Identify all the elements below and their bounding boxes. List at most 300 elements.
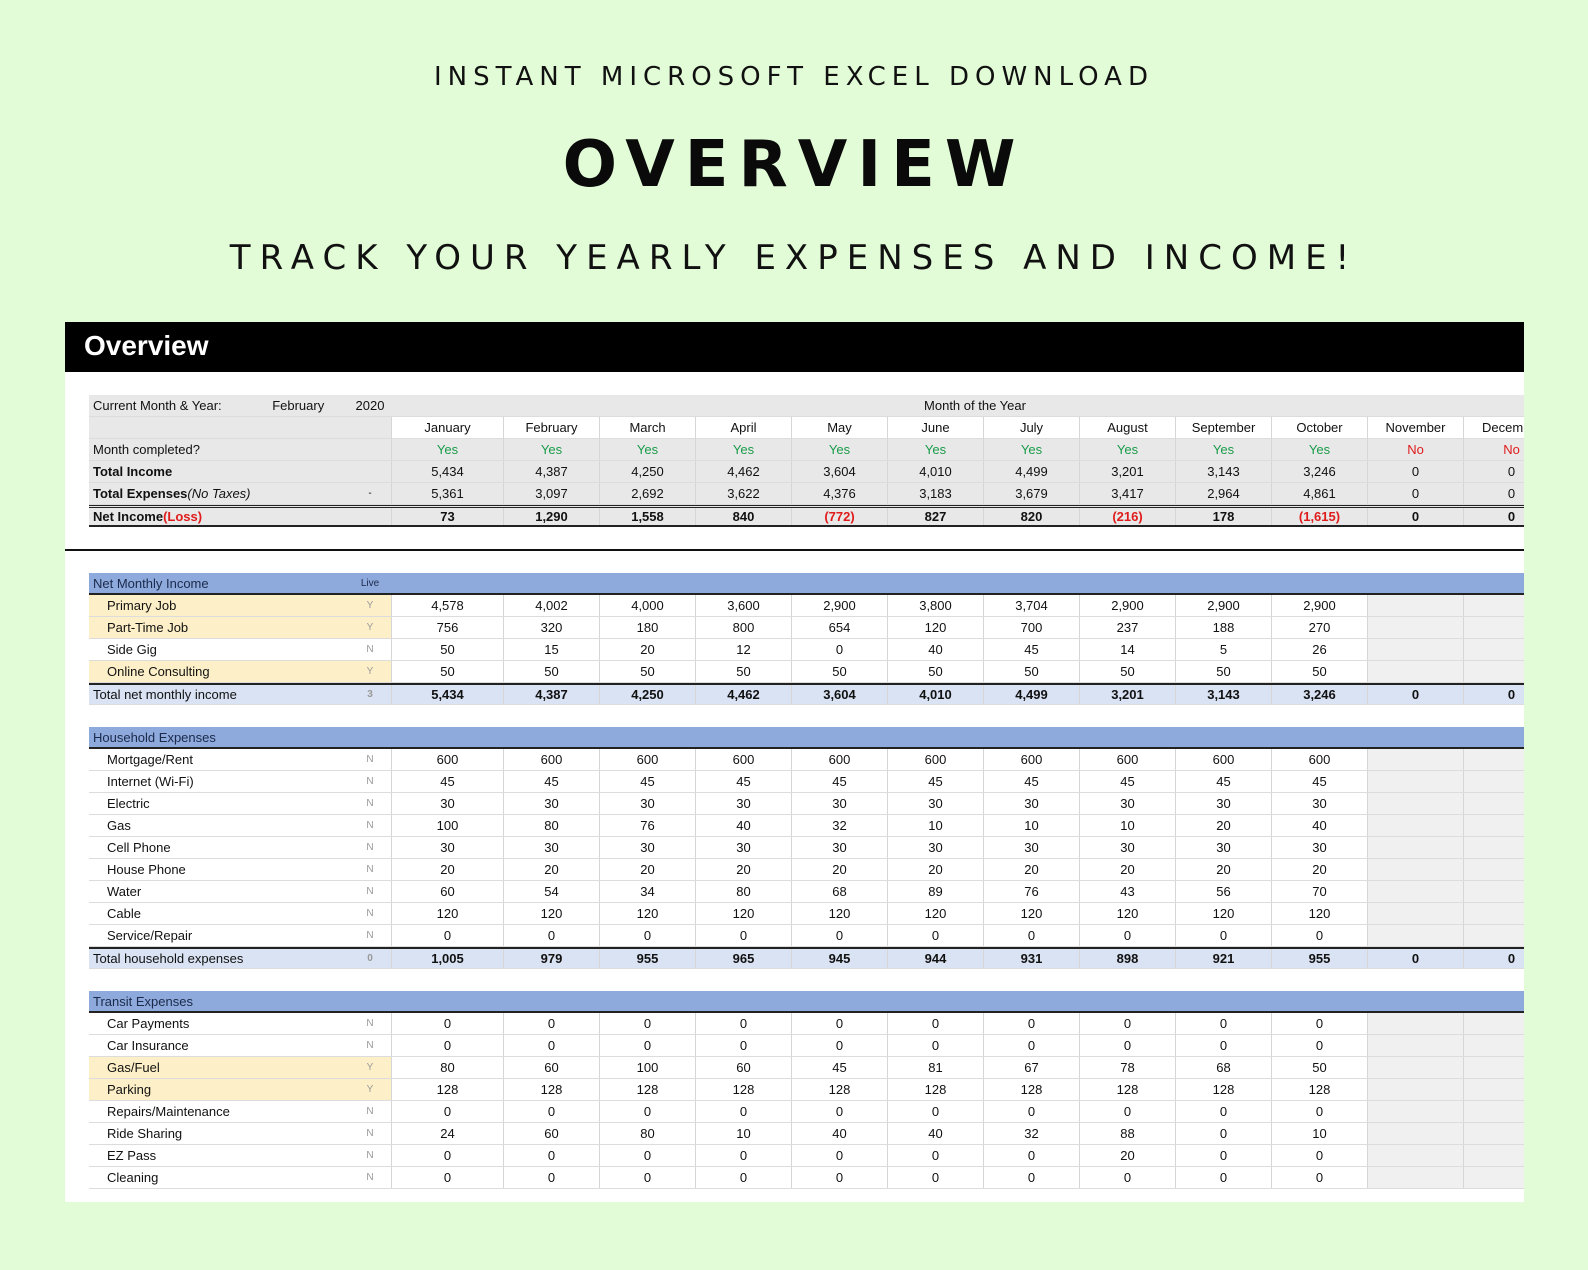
net-income-cell[interactable]: (772) xyxy=(791,508,887,525)
household-value-cell[interactable] xyxy=(1463,815,1524,836)
income-row-flag[interactable]: N xyxy=(366,644,374,655)
transit-value-cell[interactable]: 0 xyxy=(695,1145,791,1166)
transit-value-cell[interactable]: 0 xyxy=(503,1101,599,1122)
transit-value-cell[interactable]: 0 xyxy=(887,1035,983,1056)
income-total-cell[interactable]: 5,434 xyxy=(391,685,503,704)
household-value-cell[interactable] xyxy=(1463,837,1524,858)
household-value-cell[interactable] xyxy=(1367,837,1463,858)
household-value-cell[interactable]: 120 xyxy=(695,903,791,924)
transit-value-cell[interactable]: 0 xyxy=(695,1167,791,1188)
household-value-cell[interactable]: 80 xyxy=(695,881,791,902)
transit-row-flag[interactable]: Y xyxy=(349,1057,391,1078)
household-value-cell[interactable]: 45 xyxy=(1079,771,1175,792)
income-value-cell[interactable] xyxy=(1367,617,1463,638)
household-value-cell[interactable]: 0 xyxy=(599,925,695,946)
transit-value-cell[interactable] xyxy=(1367,1167,1463,1188)
household-value-cell[interactable]: 0 xyxy=(695,925,791,946)
household-value-cell[interactable]: 30 xyxy=(791,837,887,858)
household-value-cell[interactable] xyxy=(1367,793,1463,814)
household-value-cell[interactable]: 120 xyxy=(1271,903,1367,924)
transit-value-cell[interactable]: 0 xyxy=(1175,1145,1271,1166)
transit-value-cell[interactable]: 0 xyxy=(791,1167,887,1188)
income-total-cell[interactable]: 3,246 xyxy=(1271,685,1367,704)
income-value-cell[interactable]: 14 xyxy=(1079,639,1175,660)
month-header-6[interactable]: July xyxy=(983,417,1079,438)
transit-value-cell[interactable]: 128 xyxy=(1271,1079,1367,1100)
transit-value-cell[interactable]: 0 xyxy=(1079,1035,1175,1056)
total-income-cell[interactable]: 3,604 xyxy=(791,461,887,482)
income-value-cell[interactable]: 2,900 xyxy=(1175,595,1271,616)
household-value-cell[interactable]: 30 xyxy=(1175,793,1271,814)
transit-value-cell[interactable]: 0 xyxy=(887,1013,983,1034)
household-value-cell[interactable]: 43 xyxy=(1079,881,1175,902)
household-value-cell[interactable]: 30 xyxy=(1079,837,1175,858)
household-value-cell[interactable]: 30 xyxy=(1079,793,1175,814)
transit-value-cell[interactable]: 81 xyxy=(887,1057,983,1078)
household-value-cell[interactable]: 600 xyxy=(1079,749,1175,770)
transit-value-cell[interactable]: 32 xyxy=(983,1123,1079,1144)
transit-value-cell[interactable]: 40 xyxy=(791,1123,887,1144)
total-income-cell[interactable]: 4,010 xyxy=(887,461,983,482)
income-value-cell[interactable]: 756 xyxy=(391,617,503,638)
household-value-cell[interactable] xyxy=(1367,749,1463,770)
total-expenses-cell[interactable]: 5,361 xyxy=(391,483,503,504)
household-value-cell[interactable] xyxy=(1463,793,1524,814)
household-total-cell[interactable]: 945 xyxy=(791,949,887,968)
income-total-cell[interactable]: 0 xyxy=(1367,685,1463,704)
household-value-cell[interactable]: 100 xyxy=(391,815,503,836)
household-value-cell[interactable]: 600 xyxy=(1175,749,1271,770)
household-value-cell[interactable]: 600 xyxy=(1271,749,1367,770)
household-value-cell[interactable]: 0 xyxy=(1175,925,1271,946)
household-value-cell[interactable]: 600 xyxy=(695,749,791,770)
income-total-cell[interactable]: 3,143 xyxy=(1175,685,1271,704)
month-header-5[interactable]: June xyxy=(887,417,983,438)
total-income-cell[interactable]: 5,434 xyxy=(391,461,503,482)
month-completed-cell[interactable]: Yes xyxy=(791,439,887,460)
household-value-cell[interactable]: 45 xyxy=(1271,771,1367,792)
household-value-cell[interactable]: 20 xyxy=(1079,859,1175,880)
transit-value-cell[interactable]: 67 xyxy=(983,1057,1079,1078)
net-income-cell[interactable]: 73 xyxy=(391,508,503,525)
transit-value-cell[interactable] xyxy=(1463,1013,1524,1034)
household-value-cell[interactable]: 120 xyxy=(1175,903,1271,924)
household-value-cell[interactable]: 68 xyxy=(791,881,887,902)
transit-value-cell[interactable]: 0 xyxy=(391,1013,503,1034)
household-value-cell[interactable]: 76 xyxy=(599,815,695,836)
household-value-cell[interactable]: 45 xyxy=(503,771,599,792)
household-value-cell[interactable]: 600 xyxy=(887,749,983,770)
transit-value-cell[interactable]: 60 xyxy=(503,1123,599,1144)
income-value-cell[interactable]: 3,704 xyxy=(983,595,1079,616)
household-value-cell[interactable]: 89 xyxy=(887,881,983,902)
transit-value-cell[interactable]: 0 xyxy=(391,1167,503,1188)
transit-row-flag[interactable]: N xyxy=(366,1106,374,1117)
transit-value-cell[interactable]: 0 xyxy=(983,1145,1079,1166)
household-row-flag[interactable]: N xyxy=(366,776,374,787)
transit-value-cell[interactable]: 0 xyxy=(887,1167,983,1188)
household-value-cell[interactable] xyxy=(1367,815,1463,836)
transit-value-cell[interactable]: 0 xyxy=(1079,1101,1175,1122)
income-value-cell[interactable]: 50 xyxy=(1079,661,1175,682)
household-value-cell[interactable]: 30 xyxy=(391,837,503,858)
transit-value-cell[interactable]: 0 xyxy=(391,1101,503,1122)
transit-value-cell[interactable] xyxy=(1367,1013,1463,1034)
household-value-cell[interactable]: 30 xyxy=(503,793,599,814)
income-total-cell[interactable]: 3,201 xyxy=(1079,685,1175,704)
month-header-0[interactable]: January xyxy=(391,417,503,438)
income-value-cell[interactable]: 120 xyxy=(887,617,983,638)
household-value-cell[interactable]: 10 xyxy=(983,815,1079,836)
household-total-cell[interactable]: 921 xyxy=(1175,949,1271,968)
transit-value-cell[interactable]: 0 xyxy=(983,1167,1079,1188)
household-value-cell[interactable]: 20 xyxy=(503,859,599,880)
transit-value-cell[interactable] xyxy=(1367,1145,1463,1166)
household-row-flag[interactable]: N xyxy=(366,864,374,875)
household-value-cell[interactable]: 54 xyxy=(503,881,599,902)
net-income-cell[interactable]: 827 xyxy=(887,508,983,525)
income-value-cell[interactable]: 320 xyxy=(503,617,599,638)
transit-value-cell[interactable]: 80 xyxy=(599,1123,695,1144)
household-value-cell[interactable]: 20 xyxy=(887,859,983,880)
household-total-cell[interactable]: 0 xyxy=(1463,949,1524,968)
income-value-cell[interactable]: 50 xyxy=(887,661,983,682)
month-header-9[interactable]: October xyxy=(1271,417,1367,438)
transit-value-cell[interactable]: 0 xyxy=(887,1101,983,1122)
household-value-cell[interactable]: 120 xyxy=(1079,903,1175,924)
income-value-cell[interactable] xyxy=(1463,617,1524,638)
household-value-cell[interactable] xyxy=(1463,881,1524,902)
transit-value-cell[interactable]: 0 xyxy=(695,1101,791,1122)
transit-row-flag[interactable]: N xyxy=(366,1040,374,1051)
household-value-cell[interactable]: 80 xyxy=(503,815,599,836)
household-value-cell[interactable]: 30 xyxy=(695,793,791,814)
total-income-cell[interactable]: 4,462 xyxy=(695,461,791,482)
total-expenses-cell[interactable]: 3,097 xyxy=(503,483,599,504)
total-income-cell[interactable]: 4,250 xyxy=(599,461,695,482)
income-value-cell[interactable] xyxy=(1367,595,1463,616)
household-total-cell[interactable]: 955 xyxy=(1271,949,1367,968)
month-header-7[interactable]: August xyxy=(1079,417,1175,438)
total-income-cell[interactable]: 4,387 xyxy=(503,461,599,482)
household-row-flag[interactable]: N xyxy=(366,908,374,919)
income-value-cell[interactable]: 4,002 xyxy=(503,595,599,616)
income-value-cell[interactable]: 50 xyxy=(391,661,503,682)
income-total-cell[interactable]: 4,462 xyxy=(695,685,791,704)
transit-value-cell[interactable] xyxy=(1463,1167,1524,1188)
income-value-cell[interactable]: 3,600 xyxy=(695,595,791,616)
household-value-cell[interactable] xyxy=(1367,859,1463,880)
transit-row-flag[interactable]: N xyxy=(366,1172,374,1183)
income-value-cell[interactable]: 4,578 xyxy=(391,595,503,616)
household-value-cell[interactable]: 30 xyxy=(695,837,791,858)
household-value-cell[interactable] xyxy=(1367,903,1463,924)
household-value-cell[interactable]: 70 xyxy=(1271,881,1367,902)
transit-value-cell[interactable]: 0 xyxy=(695,1035,791,1056)
month-header-11[interactable]: Decem xyxy=(1463,417,1524,438)
income-value-cell[interactable]: 3,800 xyxy=(887,595,983,616)
household-value-cell[interactable]: 120 xyxy=(391,903,503,924)
month-completed-cell[interactable]: Yes xyxy=(1175,439,1271,460)
household-value-cell[interactable]: 120 xyxy=(503,903,599,924)
transit-value-cell[interactable]: 128 xyxy=(1079,1079,1175,1100)
transit-value-cell[interactable]: 128 xyxy=(503,1079,599,1100)
household-value-cell[interactable]: 56 xyxy=(1175,881,1271,902)
household-value-cell[interactable]: 60 xyxy=(391,881,503,902)
household-value-cell[interactable]: 45 xyxy=(599,771,695,792)
household-value-cell[interactable]: 0 xyxy=(983,925,1079,946)
transit-value-cell[interactable]: 0 xyxy=(791,1013,887,1034)
income-value-cell[interactable]: 50 xyxy=(1271,661,1367,682)
transit-value-cell[interactable]: 0 xyxy=(503,1167,599,1188)
month-completed-cell[interactable]: Yes xyxy=(1079,439,1175,460)
transit-value-cell[interactable] xyxy=(1463,1123,1524,1144)
household-value-cell[interactable]: 45 xyxy=(887,771,983,792)
household-value-cell[interactable]: 20 xyxy=(1175,859,1271,880)
month-completed-cell[interactable]: Yes xyxy=(887,439,983,460)
income-total-cell[interactable]: 4,499 xyxy=(983,685,1079,704)
transit-value-cell[interactable]: 0 xyxy=(983,1101,1079,1122)
household-value-cell[interactable]: 20 xyxy=(983,859,1079,880)
net-income-cell[interactable]: 820 xyxy=(983,508,1079,525)
transit-value-cell[interactable] xyxy=(1367,1123,1463,1144)
transit-value-cell[interactable]: 0 xyxy=(391,1145,503,1166)
transit-value-cell[interactable]: 0 xyxy=(1271,1145,1367,1166)
household-row-flag[interactable]: N xyxy=(366,754,374,765)
household-value-cell[interactable]: 10 xyxy=(887,815,983,836)
income-row-flag[interactable]: Y xyxy=(349,617,391,638)
total-expenses-cell[interactable]: 3,622 xyxy=(695,483,791,504)
net-income-cell[interactable]: (216) xyxy=(1079,508,1175,525)
household-total-cell[interactable]: 931 xyxy=(983,949,1079,968)
income-row-flag[interactable]: Y xyxy=(349,661,391,682)
household-value-cell[interactable]: 120 xyxy=(791,903,887,924)
household-value-cell[interactable]: 0 xyxy=(1271,925,1367,946)
household-row-flag[interactable]: N xyxy=(366,820,374,831)
income-value-cell[interactable]: 50 xyxy=(1175,661,1271,682)
transit-value-cell[interactable]: 78 xyxy=(1079,1057,1175,1078)
month-completed-cell[interactable]: No xyxy=(1367,439,1463,460)
household-value-cell[interactable]: 45 xyxy=(391,771,503,792)
income-value-cell[interactable]: 15 xyxy=(503,639,599,660)
income-value-cell[interactable]: 50 xyxy=(391,639,503,660)
transit-value-cell[interactable]: 0 xyxy=(599,1101,695,1122)
total-expenses-cell[interactable]: 0 xyxy=(1463,483,1524,504)
month-header-4[interactable]: May xyxy=(791,417,887,438)
transit-value-cell[interactable]: 0 xyxy=(791,1145,887,1166)
total-expenses-cell[interactable]: 4,861 xyxy=(1271,483,1367,504)
household-value-cell[interactable]: 34 xyxy=(599,881,695,902)
income-value-cell[interactable] xyxy=(1463,639,1524,660)
household-value-cell[interactable]: 600 xyxy=(791,749,887,770)
household-value-cell[interactable]: 0 xyxy=(887,925,983,946)
transit-row-flag[interactable]: N xyxy=(366,1018,374,1029)
transit-value-cell[interactable]: 0 xyxy=(1175,1123,1271,1144)
month-header-10[interactable]: November xyxy=(1367,417,1463,438)
household-value-cell[interactable]: 0 xyxy=(1079,925,1175,946)
transit-value-cell[interactable]: 68 xyxy=(1175,1057,1271,1078)
transit-value-cell[interactable]: 0 xyxy=(599,1167,695,1188)
household-total-cell[interactable]: 0 xyxy=(1367,949,1463,968)
income-value-cell[interactable]: 50 xyxy=(503,661,599,682)
household-value-cell[interactable]: 20 xyxy=(1175,815,1271,836)
household-value-cell[interactable]: 76 xyxy=(983,881,1079,902)
total-expenses-cell[interactable]: 0 xyxy=(1367,483,1463,504)
household-total-cell[interactable]: 898 xyxy=(1079,949,1175,968)
household-value-cell[interactable]: 45 xyxy=(695,771,791,792)
income-total-cell[interactable]: 3,604 xyxy=(791,685,887,704)
net-income-cell[interactable]: 1,290 xyxy=(503,508,599,525)
net-income-cell[interactable]: 1,558 xyxy=(599,508,695,525)
transit-value-cell[interactable]: 128 xyxy=(791,1079,887,1100)
total-expenses-cell[interactable]: 2,692 xyxy=(599,483,695,504)
income-value-cell[interactable]: 26 xyxy=(1271,639,1367,660)
transit-value-cell[interactable]: 10 xyxy=(695,1123,791,1144)
household-value-cell[interactable]: 30 xyxy=(1271,793,1367,814)
income-value-cell[interactable]: 700 xyxy=(983,617,1079,638)
household-value-cell[interactable] xyxy=(1367,771,1463,792)
income-value-cell[interactable]: 5 xyxy=(1175,639,1271,660)
total-income-cell[interactable]: 0 xyxy=(1463,461,1524,482)
transit-value-cell[interactable]: 45 xyxy=(791,1057,887,1078)
month-header-8[interactable]: September xyxy=(1175,417,1271,438)
household-total-cell[interactable]: 979 xyxy=(503,949,599,968)
transit-value-cell[interactable] xyxy=(1463,1101,1524,1122)
month-completed-cell[interactable]: Yes xyxy=(599,439,695,460)
income-value-cell[interactable] xyxy=(1463,661,1524,682)
transit-row-flag[interactable]: Y xyxy=(349,1079,391,1100)
income-value-cell[interactable]: 50 xyxy=(599,661,695,682)
transit-value-cell[interactable] xyxy=(1367,1079,1463,1100)
household-value-cell[interactable]: 600 xyxy=(599,749,695,770)
income-value-cell[interactable]: 180 xyxy=(599,617,695,638)
total-expenses-cell[interactable]: 3,679 xyxy=(983,483,1079,504)
transit-value-cell[interactable]: 0 xyxy=(695,1013,791,1034)
household-value-cell[interactable] xyxy=(1367,881,1463,902)
total-expenses-cell[interactable]: 2,964 xyxy=(1175,483,1271,504)
total-expenses-cell[interactable]: 4,376 xyxy=(791,483,887,504)
household-value-cell[interactable] xyxy=(1463,749,1524,770)
transit-value-cell[interactable]: 100 xyxy=(599,1057,695,1078)
income-value-cell[interactable]: 800 xyxy=(695,617,791,638)
current-year-value[interactable]: 2020 xyxy=(349,395,391,416)
income-value-cell[interactable]: 40 xyxy=(887,639,983,660)
transit-value-cell[interactable]: 0 xyxy=(599,1145,695,1166)
household-value-cell[interactable] xyxy=(1463,925,1524,946)
net-income-cell[interactable]: 0 xyxy=(1367,508,1463,525)
income-value-cell[interactable]: 50 xyxy=(791,661,887,682)
transit-value-cell[interactable] xyxy=(1367,1057,1463,1078)
household-value-cell[interactable]: 45 xyxy=(791,771,887,792)
transit-value-cell[interactable]: 0 xyxy=(1175,1101,1271,1122)
household-value-cell[interactable]: 30 xyxy=(1175,837,1271,858)
income-value-cell[interactable]: 50 xyxy=(695,661,791,682)
total-expenses-cell[interactable]: 3,417 xyxy=(1079,483,1175,504)
income-value-cell[interactable]: 188 xyxy=(1175,617,1271,638)
household-value-cell[interactable]: 32 xyxy=(791,815,887,836)
net-income-cell[interactable]: 0 xyxy=(1463,508,1524,525)
household-value-cell[interactable]: 120 xyxy=(599,903,695,924)
income-value-cell[interactable]: 50 xyxy=(983,661,1079,682)
household-value-cell[interactable]: 600 xyxy=(391,749,503,770)
household-value-cell[interactable]: 30 xyxy=(887,793,983,814)
transit-value-cell[interactable]: 0 xyxy=(791,1035,887,1056)
income-value-cell[interactable]: 12 xyxy=(695,639,791,660)
net-income-cell[interactable]: (1,615) xyxy=(1271,508,1367,525)
total-expenses-cell[interactable]: 3,183 xyxy=(887,483,983,504)
transit-value-cell[interactable]: 88 xyxy=(1079,1123,1175,1144)
household-value-cell[interactable]: 20 xyxy=(599,859,695,880)
household-value-cell[interactable]: 20 xyxy=(391,859,503,880)
transit-value-cell[interactable]: 0 xyxy=(1175,1035,1271,1056)
income-value-cell[interactable]: 2,900 xyxy=(1079,595,1175,616)
transit-value-cell[interactable]: 0 xyxy=(1271,1167,1367,1188)
household-row-flag[interactable]: N xyxy=(366,798,374,809)
transit-value-cell[interactable]: 0 xyxy=(1271,1101,1367,1122)
household-value-cell[interactable] xyxy=(1367,925,1463,946)
transit-value-cell[interactable]: 128 xyxy=(695,1079,791,1100)
household-value-cell[interactable]: 20 xyxy=(695,859,791,880)
current-month-value[interactable]: February xyxy=(272,398,325,413)
total-income-cell[interactable]: 0 xyxy=(1367,461,1463,482)
transit-value-cell[interactable]: 0 xyxy=(503,1035,599,1056)
transit-value-cell[interactable] xyxy=(1367,1035,1463,1056)
household-value-cell[interactable]: 600 xyxy=(983,749,1079,770)
month-header-2[interactable]: March xyxy=(599,417,695,438)
month-completed-cell[interactable]: Yes xyxy=(391,439,503,460)
household-value-cell[interactable]: 20 xyxy=(1271,859,1367,880)
household-value-cell[interactable]: 30 xyxy=(983,837,1079,858)
transit-row-flag[interactable]: N xyxy=(366,1128,374,1139)
month-completed-cell[interactable]: Yes xyxy=(503,439,599,460)
transit-value-cell[interactable]: 60 xyxy=(503,1057,599,1078)
household-value-cell[interactable]: 10 xyxy=(1079,815,1175,836)
household-total-cell[interactable]: 955 xyxy=(599,949,695,968)
income-value-cell[interactable]: 0 xyxy=(791,639,887,660)
transit-value-cell[interactable]: 128 xyxy=(887,1079,983,1100)
household-value-cell[interactable]: 40 xyxy=(695,815,791,836)
income-total-cell[interactable]: 4,250 xyxy=(599,685,695,704)
transit-value-cell[interactable]: 24 xyxy=(391,1123,503,1144)
income-value-cell[interactable]: 20 xyxy=(599,639,695,660)
household-value-cell[interactable]: 120 xyxy=(887,903,983,924)
income-value-cell[interactable]: 2,900 xyxy=(1271,595,1367,616)
transit-value-cell[interactable]: 128 xyxy=(1175,1079,1271,1100)
household-total-cell[interactable]: 944 xyxy=(887,949,983,968)
transit-value-cell[interactable]: 50 xyxy=(1271,1057,1367,1078)
total-income-cell[interactable]: 3,246 xyxy=(1271,461,1367,482)
income-value-cell[interactable]: 654 xyxy=(791,617,887,638)
income-value-cell[interactable] xyxy=(1367,661,1463,682)
income-value-cell[interactable] xyxy=(1463,595,1524,616)
income-value-cell[interactable]: 4,000 xyxy=(599,595,695,616)
household-value-cell[interactable] xyxy=(1463,859,1524,880)
transit-value-cell[interactable] xyxy=(1463,1057,1524,1078)
total-income-cell[interactable]: 4,499 xyxy=(983,461,1079,482)
transit-value-cell[interactable]: 0 xyxy=(599,1035,695,1056)
household-row-flag[interactable]: N xyxy=(366,886,374,897)
transit-value-cell[interactable] xyxy=(1367,1101,1463,1122)
month-completed-cell[interactable]: Yes xyxy=(695,439,791,460)
household-value-cell[interactable]: 20 xyxy=(791,859,887,880)
month-completed-cell[interactable]: Yes xyxy=(1271,439,1367,460)
transit-value-cell[interactable]: 0 xyxy=(503,1145,599,1166)
household-value-cell[interactable] xyxy=(1463,771,1524,792)
income-value-cell[interactable]: 237 xyxy=(1079,617,1175,638)
household-total-cell[interactable]: 965 xyxy=(695,949,791,968)
household-value-cell[interactable]: 30 xyxy=(599,837,695,858)
month-header-3[interactable]: April xyxy=(695,417,791,438)
